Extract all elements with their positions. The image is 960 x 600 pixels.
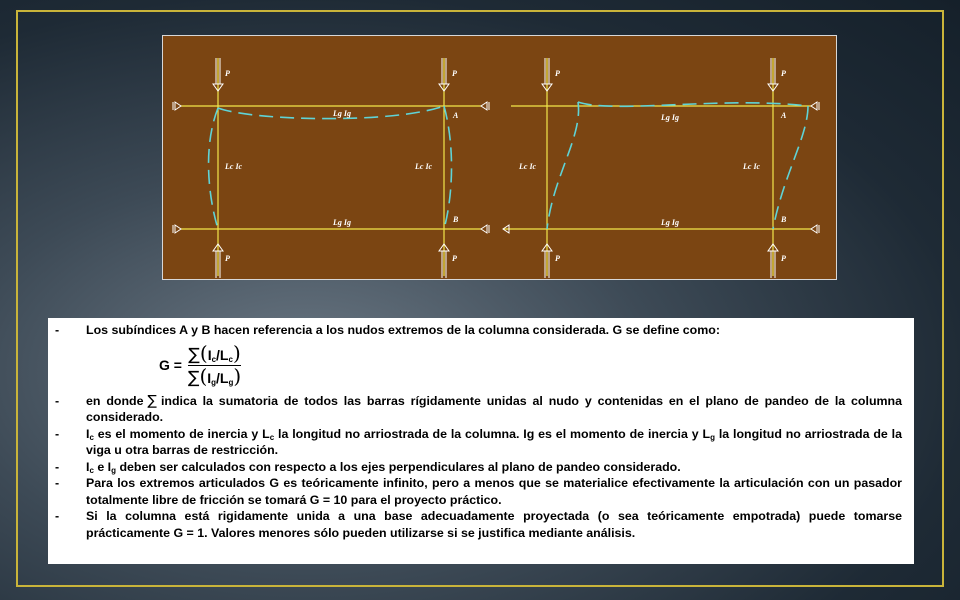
svg-text:P: P: [781, 69, 786, 78]
buckling-frames-diagram: [163, 36, 836, 279]
bullet-text: Si la columna está rigidamente unida a una base adecuadamente proyectada (o sea teóricamente empotrada) puede tomarse prácticamente G = 1. Valores menores sólo pueden utilizarse si se justifica mediante análisis.: [86, 509, 902, 540]
bullet-dash: -: [55, 509, 60, 523]
svg-text:P: P: [225, 69, 230, 78]
bullet-dash: -: [55, 459, 60, 474]
bullet-text: $I_c$ e $I_g$ deben ser calculados con respecto a los ejes perpendiculares al plano de pandeo considerado.: [86, 459, 681, 475]
svg-text:Lg Ig: Lg Ig: [661, 218, 679, 227]
svg-text:Lc Ic: Lc Ic: [519, 162, 537, 171]
bullet-text: Los subíndices A y B hacen referencia a los nudos extremos de la columna considerada. G se define como:: [86, 323, 720, 337]
bullet-dash: -: [55, 323, 60, 337]
svg-text:A: A: [781, 111, 787, 120]
bullet-item-3: [55, 426, 902, 459]
svg-text:Lc Ic: Lc Ic: [743, 162, 761, 171]
diagram-labels: [224, 69, 787, 263]
bullet-text: $I_c$ es el momento de inercia y $L_c$ la longitud no arriostrada de la columna. Ig es el momento de inercia y $L_g$ la longitud no arriostrada de la viga u otra barras de restricción.: [86, 426, 902, 457]
svg-text:P: P: [781, 254, 786, 263]
svg-text:P: P: [225, 254, 230, 263]
svg-text:P: P: [452, 254, 457, 263]
bullet-dash: -: [55, 393, 60, 408]
svg-text:P: P: [555, 69, 560, 78]
bullet-item-2: [55, 393, 902, 426]
frame-diagram-panel: [162, 35, 837, 280]
svg-text:Lg Ig: Lg Ig: [661, 113, 679, 122]
formula-numerator: $\sum(I_c/L_c)$: [188, 341, 241, 365]
bullet-dash: -: [55, 476, 60, 490]
bullet-item-1: [55, 322, 902, 339]
svg-text:Lg Ig: Lg Ig: [333, 218, 351, 227]
bullet-dash: -: [55, 426, 60, 441]
bullet-item-4: [55, 459, 902, 476]
svg-text:Lg Ig: Lg Ig: [333, 109, 351, 118]
explanation-text-panel: [48, 318, 914, 564]
svg-text:Lc Ic: Lc Ic: [415, 162, 433, 171]
svg-text:P: P: [452, 69, 457, 78]
beam-end-supports: [173, 102, 819, 233]
bullet-text: en donde ∑ indica la sumatoria de todos las barras rígidamente unidas al nudo y contenidas en el plano de pandeo de la columna considerado.: [86, 392, 902, 424]
svg-text:B: B: [453, 215, 459, 224]
svg-text:Lc Ic: Lc Ic: [225, 162, 243, 171]
right-frame: [503, 58, 811, 276]
svg-text:P: P: [555, 254, 560, 263]
svg-text:B: B: [781, 215, 787, 224]
formula-denominator: $\sum(I_g/L_g)$: [187, 364, 242, 388]
bullet-item-5: [55, 475, 902, 508]
bullet-text: Para los extremos articulados G es teóricamente infinito, pero a menos que se materialice efectivamente la articulación con un pasador totalmente libre de fricción se tomará G = 10 para el proyecto práctico.: [86, 476, 902, 507]
formula-lhs: G =: [159, 357, 182, 374]
g-formula: [55, 339, 902, 393]
svg-text:A: A: [453, 111, 459, 120]
load-arrows-bottom: [213, 244, 778, 278]
formula-fraction: [188, 343, 241, 388]
sigma-symbol: ∑: [147, 392, 157, 409]
load-arrows-top: [213, 58, 778, 91]
bullet-item-6: [55, 508, 902, 541]
